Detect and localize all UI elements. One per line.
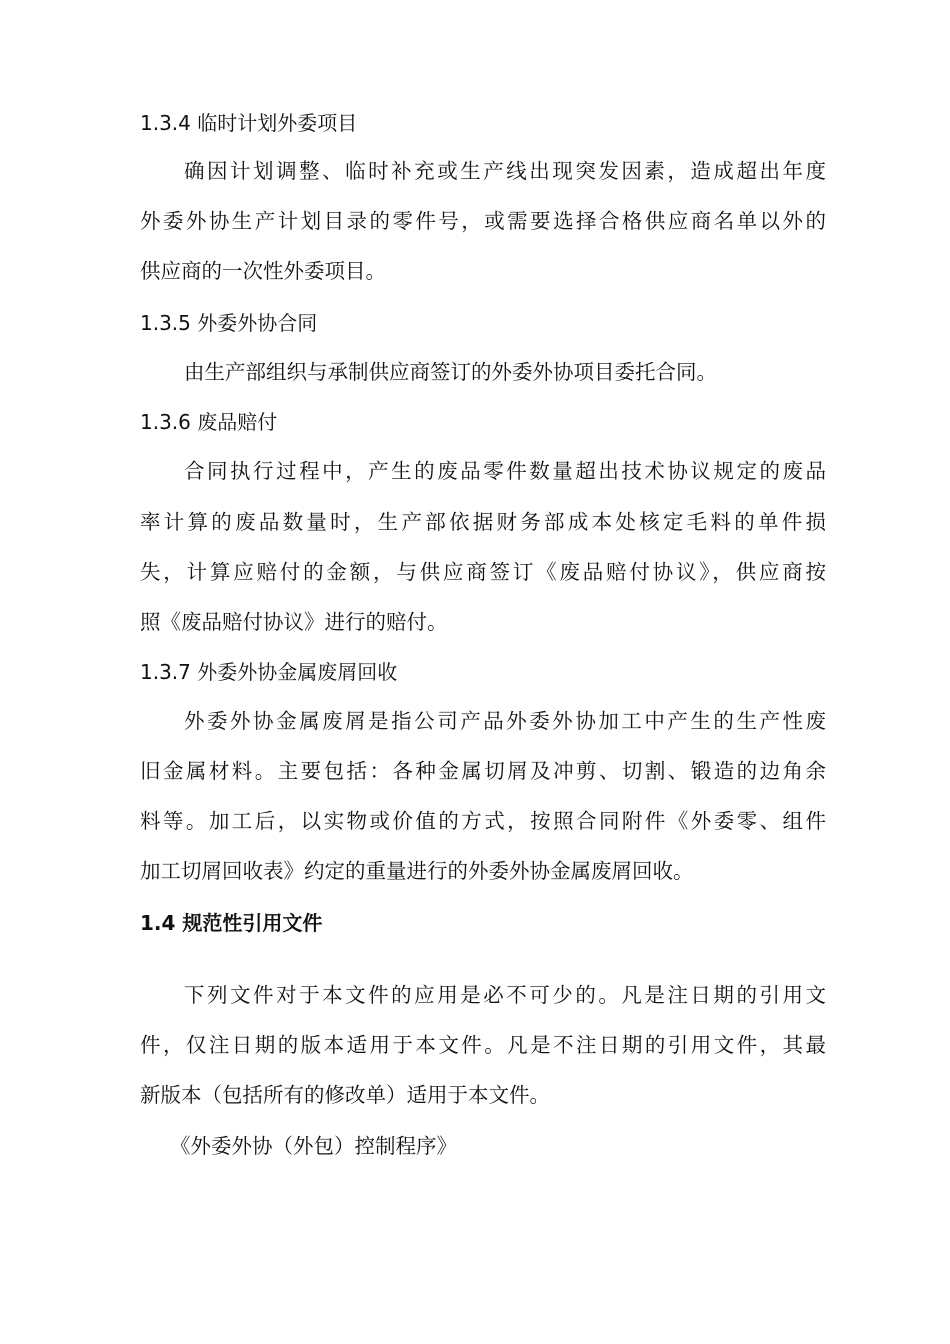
paragraph-line: 加工切屑回收表》约定的重量进行的外委外协金属废屑回收。 — [140, 859, 694, 883]
paragraph-line: 供应商的一次性外委项目。 — [140, 259, 386, 283]
paragraph-line: 料等。加工后，以实物或价值的方式，按照合同附件《外委零、组件 — [140, 809, 826, 833]
paragraph-line: 合同执行过程中，产生的废品零件数量超出技术协议规定的废品 — [184, 459, 826, 483]
section-heading-1-3-6: 1.3.6 废品赔付 — [140, 410, 278, 434]
paragraph-line: 旧金属材料。主要包括：各种金属切屑及冲剪、切割、锻造的边角余 — [140, 759, 826, 783]
paragraph-line: 件，仅注日期的版本适用于本文件。凡是不注日期的引用文件，其最 — [140, 1033, 826, 1057]
section-heading-1-3-5: 1.3.5 外委外协合同 — [140, 311, 318, 335]
paragraph-line: 确因计划调整、临时补充或生产线出现突发因素，造成超出年度 — [184, 159, 826, 183]
paragraph-line: 失，计算应赔付的金额，与供应商签订《废品赔付协议》，供应商按 — [140, 560, 826, 584]
paragraph-line: 外委外协生产计划目录的零件号，或需要选择合格供应商名单以外的 — [140, 209, 826, 233]
paragraph-line: 新版本（包括所有的修改单）适用于本文件。 — [140, 1083, 550, 1107]
section-heading-1-3-4: 1.3.4 临时计划外委项目 — [140, 111, 358, 135]
referenced-document-title: 《外委外协（外包）控制程序》 — [170, 1134, 457, 1158]
paragraph-line: 照《废品赔付协议》进行的赔付。 — [140, 610, 448, 634]
paragraph-line: 外委外协金属废屑是指公司产品外委外协加工中产生的生产性废 — [184, 709, 826, 733]
paragraph-line: 率计算的废品数量时，生产部依据财务部成本处核定毛料的单件损 — [140, 510, 826, 534]
section-heading-1-4: 1.4 规范性引用文件 — [140, 911, 323, 935]
section-heading-1-3-7: 1.3.7 外委外协金属废屑回收 — [140, 660, 398, 684]
paragraph-line: 下列文件对于本文件的应用是必不可少的。凡是注日期的引用文 — [184, 983, 826, 1007]
paragraph-line: 由生产部组织与承制供应商签订的外委外协项目委托合同。 — [184, 360, 717, 384]
